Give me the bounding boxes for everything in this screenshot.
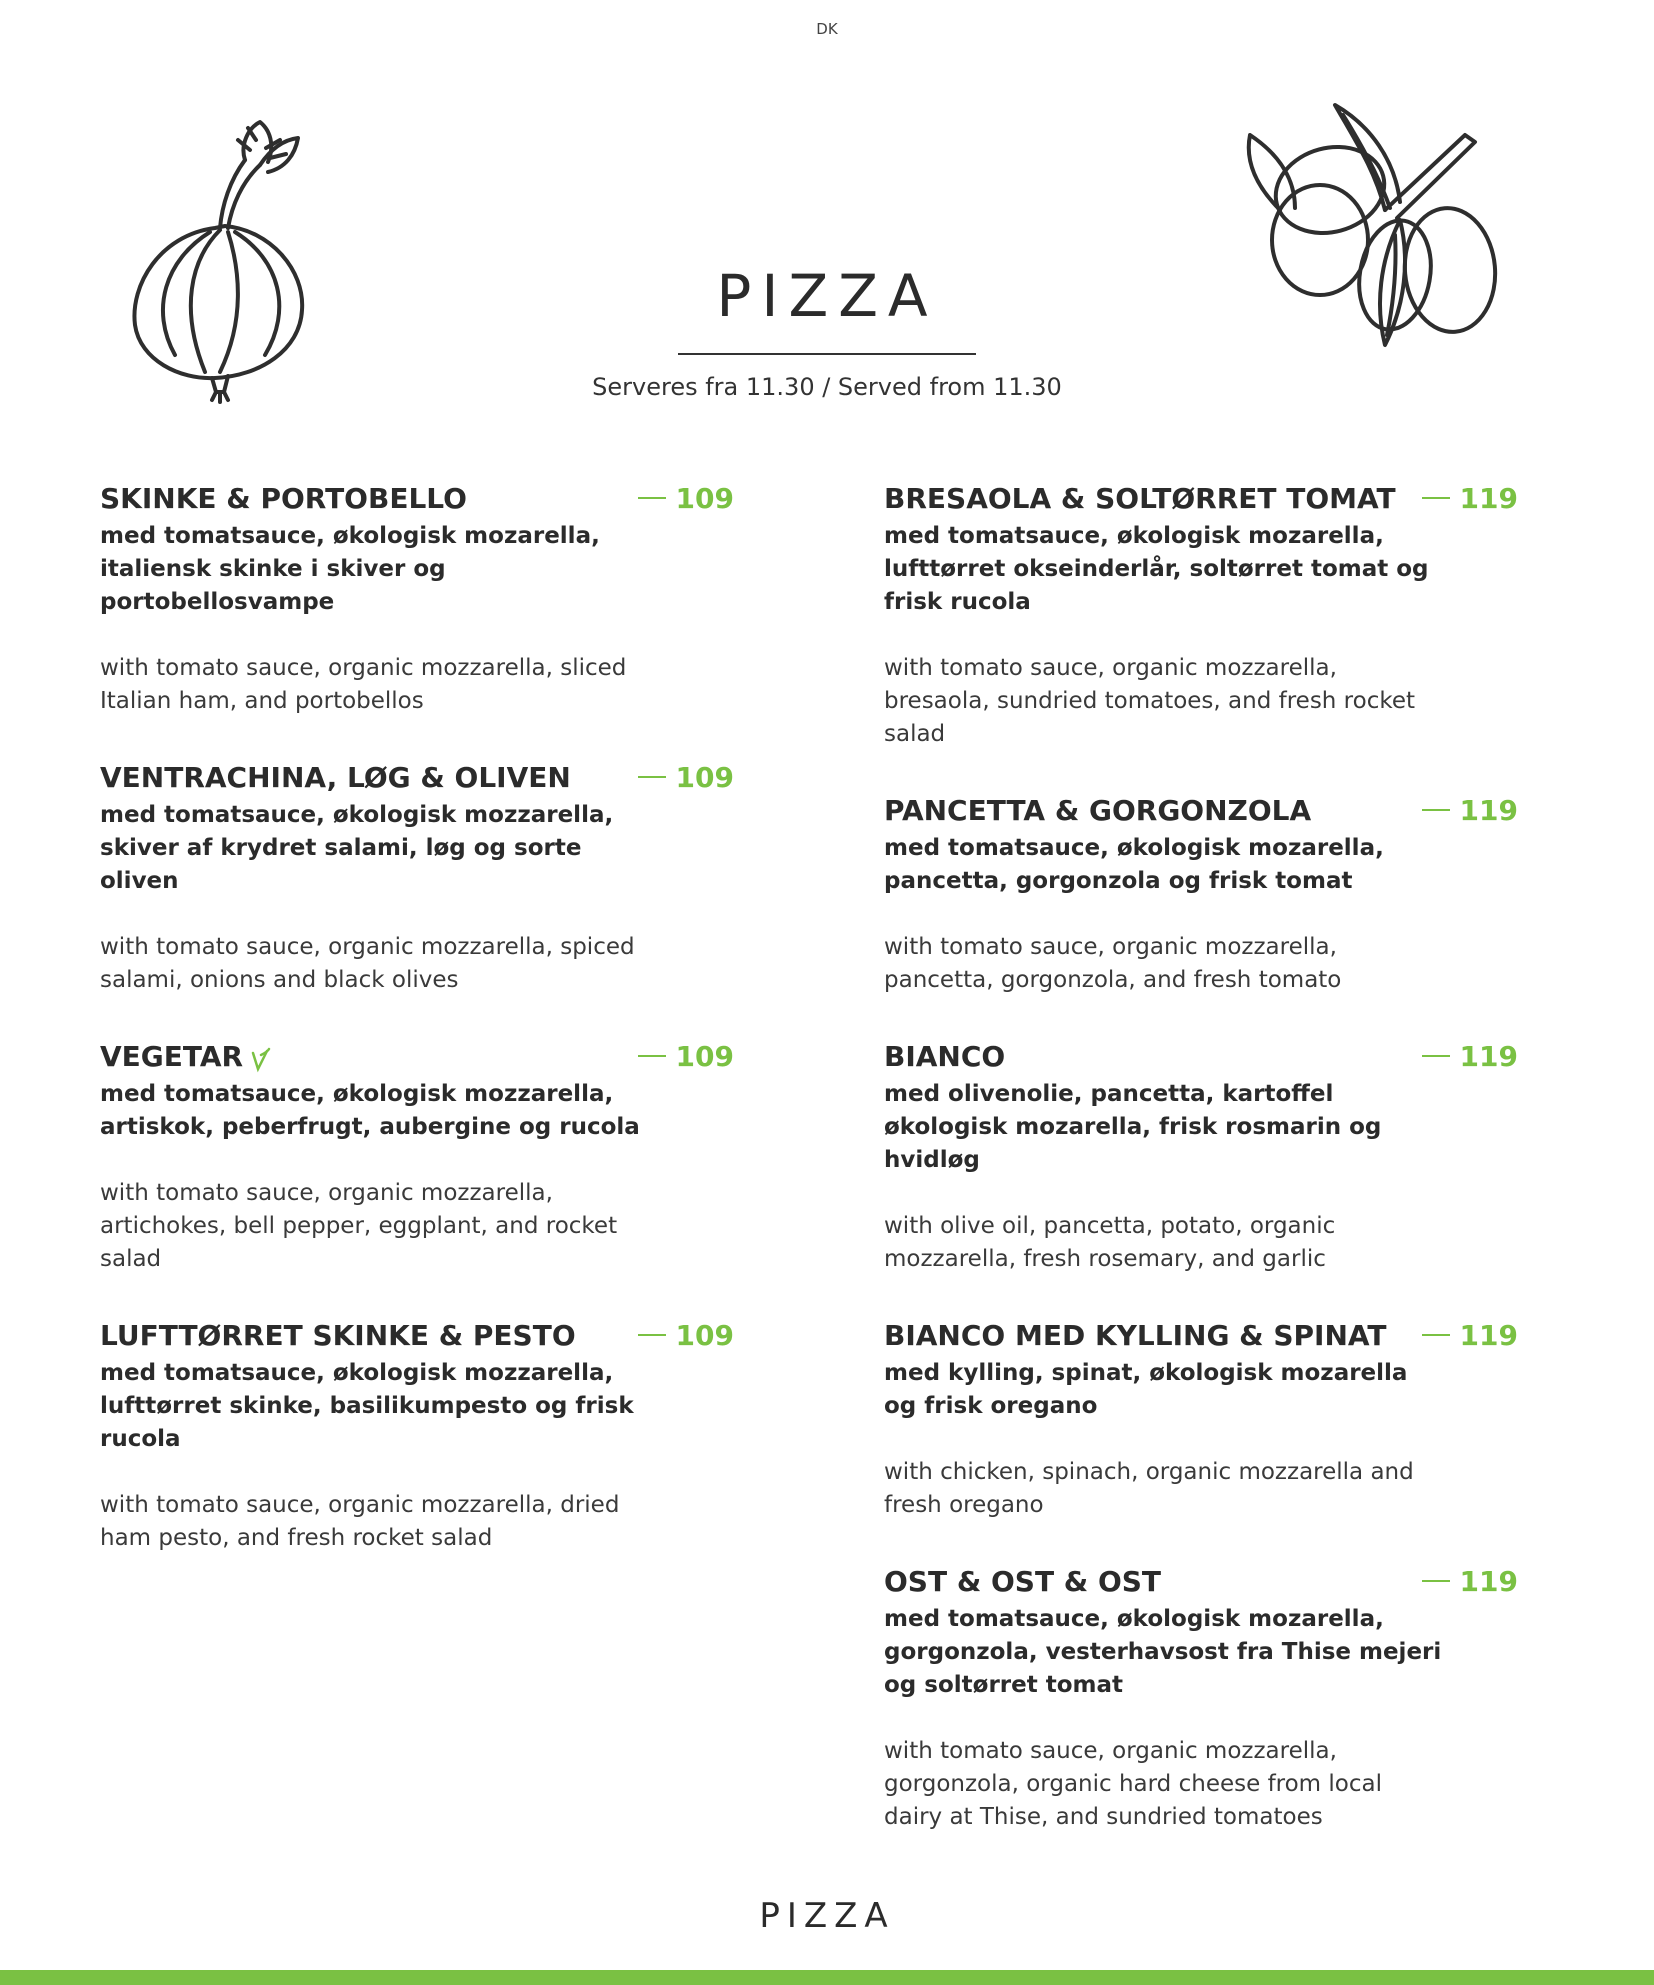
- item-description-en: with tomato sauce, organic mozzarella, gorgonzola, organic hard cheese from local dairy at Thise, and sundried tomatoes: [884, 1738, 1382, 1830]
- item-description-da: med tomatsauce, økologisk mozarella, italiensk skinke i skiver og portobellosvampe: [100, 523, 600, 615]
- price-dash: [638, 1055, 666, 1057]
- item-price: 119: [1422, 1561, 1518, 1603]
- item-price: 119: [1422, 1315, 1518, 1357]
- item-description-da: med tomatsauce, økologisk mozarella, lufttørret okseinderlår, soltørret tomat og frisk rucola: [884, 523, 1429, 615]
- menu-item: [884, 1315, 1524, 1522]
- price-dash: [1422, 1334, 1450, 1336]
- title-divider: [678, 353, 976, 355]
- vegetarian-leaf-icon: [249, 1047, 271, 1077]
- item-description-da: med olivenolie, pancetta, kartoffel økologisk mozarella, frisk rosmarin og hvidløg: [884, 1081, 1382, 1173]
- item-name: BIANCO: [884, 1040, 1006, 1073]
- item-description-en: with chicken, spinach, organic mozzarella and fresh oregano: [884, 1459, 1414, 1518]
- item-description-da: med tomatsauce, økologisk mozzarella, lufttørret skinke, basilikumpesto og frisk rucola: [100, 1360, 634, 1452]
- item-description-da: med tomatsauce, økologisk mozarella, pancetta, gorgonzola og frisk tomat: [884, 835, 1384, 894]
- bottom-accent-bar: [0, 1970, 1654, 1985]
- price-dash: [638, 776, 666, 778]
- menu-item: [884, 478, 1524, 751]
- menu-item: [100, 757, 740, 997]
- menu-item: [100, 1036, 740, 1276]
- item-price: 109: [638, 1036, 734, 1078]
- item-price: 119: [1422, 478, 1518, 520]
- price-dash: [638, 1334, 666, 1336]
- language-label: DK: [816, 20, 838, 38]
- item-description-en: with tomato sauce, organic mozzarella, sliced Italian ham, and portobellos: [100, 655, 627, 714]
- item-price: 119: [1422, 790, 1518, 832]
- item-name: BRESAOLA & SOLTØRRET TOMAT: [884, 482, 1396, 515]
- item-price: 119: [1422, 1036, 1518, 1078]
- item-name: BIANCO MED KYLLING & SPINAT: [884, 1319, 1387, 1352]
- menu-column-right: [884, 478, 1524, 1873]
- onion-illustration: [120, 110, 320, 410]
- menu-item: [884, 790, 1524, 997]
- item-description-en: with tomato sauce, organic mozzarella, bresaola, sundried tomatoes, and fresh rocket salad: [884, 655, 1416, 747]
- item-name: LUFTTØRRET SKINKE & PESTO: [100, 1319, 576, 1352]
- item-name: SKINKE & PORTOBELLO: [100, 482, 467, 515]
- item-description-en: with tomato sauce, organic mozzarella, pancetta, gorgonzola, and fresh tomato: [884, 934, 1342, 993]
- menu-item: [884, 1561, 1524, 1834]
- item-name: OST & OST & OST: [884, 1565, 1162, 1598]
- menu-item: [884, 1036, 1524, 1276]
- menu-column-left: [100, 478, 740, 1594]
- price-dash: [1422, 1580, 1450, 1582]
- item-description-da: med tomatsauce, økologisk mozarella, gorgonzola, vesterhavsost fra Thise mejeri og soltørret tomat: [884, 1606, 1442, 1698]
- item-name: VENTRACHINA, LØG & OLIVEN: [100, 761, 571, 794]
- page-title: PIZZA: [716, 262, 938, 330]
- item-price: 109: [638, 1315, 734, 1357]
- item-description-da: med tomatsauce, økologisk mozzarella, artiskok, peberfrugt, aubergine og rucola: [100, 1081, 640, 1140]
- item-description-da: med kylling, spinat, økologisk mozarella og frisk oregano: [884, 1360, 1408, 1419]
- footer-title: PIZZA: [759, 1896, 895, 1936]
- item-name: VEGETAR: [100, 1040, 244, 1073]
- item-price: 109: [638, 478, 734, 520]
- item-description-en: with tomato sauce, organic mozzarella, artichokes, bell pepper, eggplant, and rocket salad: [100, 1180, 618, 1272]
- menu-item: [100, 478, 740, 718]
- item-description-da: med tomatsauce, økologisk mozzarella, skiver af krydret salami, løg og sorte oliven: [100, 802, 614, 894]
- price-dash: [1422, 1055, 1450, 1057]
- price-dash: [1422, 809, 1450, 811]
- price-dash: [1422, 497, 1450, 499]
- price-dash: [638, 497, 666, 499]
- item-price: 109: [638, 757, 734, 799]
- item-name: PANCETTA & GORGONZOLA: [884, 794, 1312, 827]
- item-description-en: with tomato sauce, organic mozzarella, spiced salami, onions and black olives: [100, 934, 635, 993]
- menu-item: [100, 1315, 740, 1555]
- item-description-en: with olive oil, pancetta, potato, organic mozzarella, fresh rosemary, and garlic: [884, 1213, 1336, 1272]
- item-description-en: with tomato sauce, organic mozzarella, dried ham pesto, and fresh rocket salad: [100, 1492, 620, 1551]
- serving-time: Serveres fra 11.30 / Served from 11.30: [592, 373, 1062, 401]
